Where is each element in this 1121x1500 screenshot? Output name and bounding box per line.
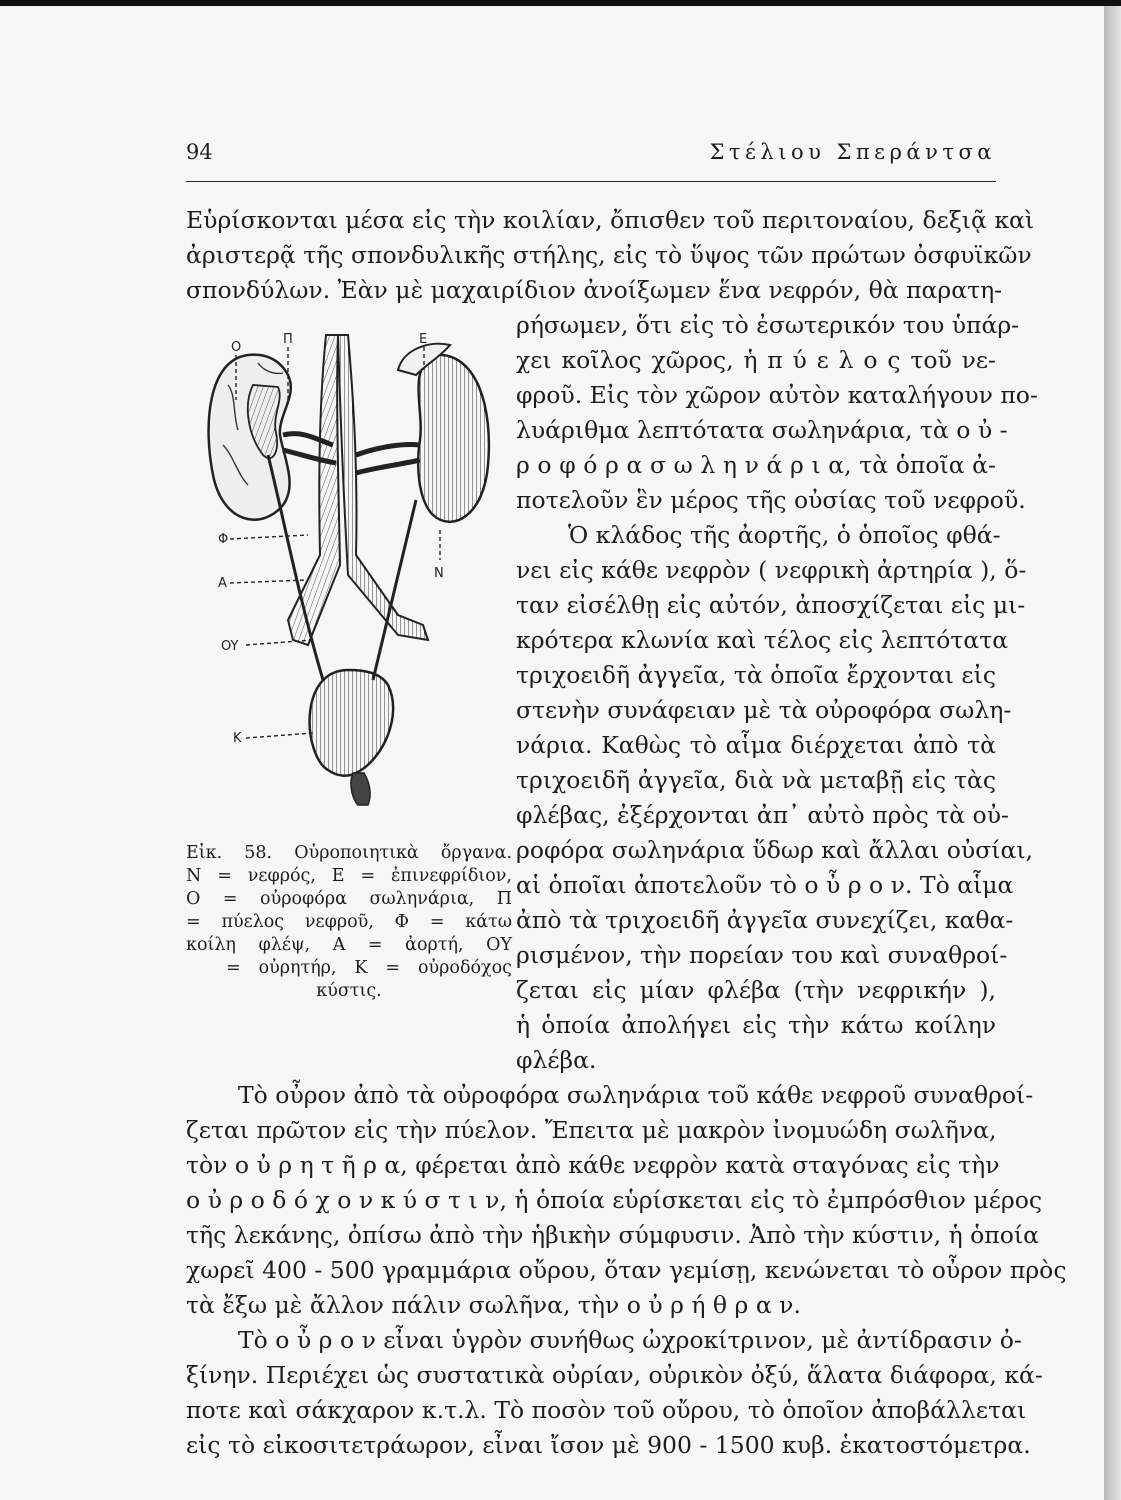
page-number: 94 (186, 140, 213, 164)
figure-label-Phi: Φ (218, 532, 229, 547)
text-line: ἡ ὁποία ἀπολήγει εἰς τὴν κάτω κοίλην (516, 1011, 996, 1039)
caption-line: Εἰκ. 58. Οὐροποιητικὰ ὄργανα. (186, 843, 512, 863)
text-line: ρισμένον, τὴν πορείαν του καὶ συναθροί- (516, 941, 1008, 969)
text-line: τὸν ο ὐ ρ η τ ῆ ρ α, φέρεται ἀπὸ κάθε νεφρὸν κατὰ σταγόνας εἰς τὴν (186, 1151, 1000, 1179)
text-line: φλέβα. (516, 1046, 597, 1074)
bladder (310, 670, 394, 776)
figure-label-E: E (419, 332, 428, 347)
text-line: στενὴν συνάφειαν μὲ τὰ οὐροφόρα σωλη- (516, 696, 1012, 724)
figure-label-OY: OY (221, 639, 239, 654)
text-line: εἰς τὸ εἰκοσιτετράωρον, εἶναι ἴσον μὲ 900 - 1500 κυβ. ἑκατοστόμετρα. (186, 1431, 1031, 1459)
text-line: φλέβας, ἐξέρχονται ἀπ᾽ αὐτὸ πρὸς τὰ οὐ- (516, 801, 1009, 829)
text-line: λυάριθμα λεπτότατα σωληνάρια, τὰ ο ὐ - (516, 416, 1008, 444)
text-line: χει κοῖλος χῶρος, ἡ π ύ ε λ ο ς τοῦ νε- (516, 346, 996, 374)
text-line: ζεται εἰς μίαν φλέβα (τὴν νεφρικήν ), (516, 976, 996, 1004)
figure-label-N: N (434, 566, 444, 581)
caption-line: = πύελος νεφροῦ, Φ = κάτω (186, 912, 512, 932)
text-line: τῆς λεκάνης, ὀπίσω ἀπὸ τὴν ἡβικὴν σύμφυσιν. Ἀπὸ τὴν κύστιν, ἡ ὁποία (186, 1221, 1039, 1249)
text-line: αἱ ὁποῖαι ἀποτελοῦν τὸ ο ὖ ρ ο ν. Τὸ αἷμα (516, 871, 1014, 899)
text-line: ταν εἰσέλθῃ εἰς αὐτόν, ἀποσχίζεται εἰς μι- (516, 591, 1026, 619)
text-line: τὰ ἔξω μὲ ἄλλον πάλιν σωλῆνα, τὴν ο ὐ ρ ή θ ρ α ν. (186, 1291, 801, 1319)
figure-label-K: K (233, 731, 242, 746)
caption-line: κοίλη φλέψ, Α = ἀορτή, ΟΥ (186, 935, 512, 955)
text-line: νάρια. Καθὼς τὸ αἷμα διέρχεται ἀπὸ τὰ (516, 731, 996, 759)
figure-label-P: Π (283, 332, 293, 347)
text-line: χωρεῖ 400 - 500 γραμμάρια οὔρου, ὅταν γεμίσῃ, κενώνεται τὸ οὖρον πρὸς (186, 1256, 1067, 1284)
header-rule (186, 181, 996, 182)
urinary-organs-figure (188, 315, 510, 845)
text-line: σπονδύλων. Ἐὰν μὲ μαχαιρίδιον ἀνοίξωμεν ἕνα νεφρόν, θὰ παρατη- (186, 276, 1003, 304)
page-header (186, 140, 996, 176)
text-line: ροφόρα σωληνάρια ὕδωρ καὶ ἄλλαι οὐσίαι, (516, 836, 1033, 864)
vena-cava (338, 335, 428, 640)
text-line: ποτε καὶ σάκχαρον κ.τ.λ. Τὸ ποσὸν τοῦ οὔρου, τὸ ὁποῖον ἀποβάλλεται (186, 1396, 1027, 1424)
aorta (288, 335, 340, 645)
caption-line: κύστις. (316, 981, 382, 1001)
text-line: ρήσωμεν, ὅτι εἰς τὸ ἐσωτερικόν του ὑπάρ- (516, 311, 1020, 339)
caption-line: = οὐρητήρ, Κ = οὐροδόχος (226, 958, 512, 978)
text-line: τριχοειδῆ ἀγγεῖα, διὰ νὰ μεταβῇ εἰς τὰς (516, 766, 996, 794)
text-line: φροῦ. Εἰς τὸν χῶρον αὐτὸν καταλήγουν πο- (516, 381, 1038, 409)
text-line: ξίνην. Περιέχει ὡς συστατικὰ οὐρίαν, οὐρικὸν ὀξύ, ἅλατα διάφορα, κά- (186, 1361, 1043, 1389)
right-kidney (418, 355, 489, 522)
text-line: νει εἰς κάθε νεφρὸν ( νεφρικὴ ἀρτηρία ), ὅ- (516, 556, 1027, 584)
text-line: Ὁ κλάδος τῆς ἀορτῆς, ὁ ὁποῖος φθά- (568, 521, 1001, 549)
text-line: ο ὐ ρ ο δ ό χ ο ν κ ύ σ τ ι ν, ἡ ὁποία εὑρίσκεται εἰς τὸ ἐμπρόσθιον μέρος (186, 1186, 1043, 1214)
figure-label-O: O (231, 340, 242, 355)
text-line: κρότερα κλωνία καὶ τέλος εἰς λεπτότατα (516, 626, 1009, 654)
text-line: ρ ο φ ό ρ α σ ω λ η ν ά ρ ι α, τὰ ὁποῖα ἀ- (516, 451, 996, 479)
caption-line: Ο = οὐροφόρα σωληνάρια, Π (186, 889, 512, 909)
text-line: τριχοειδῆ ἀγγεῖα, τὰ ὁποῖα ἔρχονται εἰς (516, 661, 996, 689)
urethra (351, 773, 370, 805)
figure-label-A: A (218, 576, 227, 591)
text-line: Εὑρίσκονται μέσα εἰς τὴν κοιλίαν, ὄπισθεν τοῦ περιτοναίου, δεξιᾷ καὶ (186, 206, 1035, 234)
text-line: ἀριστερᾷ τῆς σπονδυλικῆς στήλης, εἰς τὸ ὕψος τῶν πρώτων ὀσφυϊκῶν (186, 241, 1032, 269)
page-edge-shadow (1104, 6, 1121, 1500)
text-line: Τὸ οὖρον ἀπὸ τὰ οὐροφόρα σωληνάρια τοῦ κάθε νεφροῦ συναθροί- (238, 1081, 1034, 1109)
figure-caption (186, 842, 512, 1003)
text-line: Τὸ ο ὖ ρ ο ν εἶναι ὑγρὸν συνήθως ὠχροκίτρινον, μὲ ἀντίδρασιν ὀ- (238, 1326, 1022, 1354)
text-line: ζεται πρῶτον εἰς τὴν πύελον. Ἔπειτα μὲ μακρὸν ἰνομυώδη σωλῆνα, (186, 1116, 997, 1144)
running-head: Στέλιου Σπεράντσα (709, 140, 996, 164)
caption-line: Ν = νεφρός, Ε = ἐπινεφρίδιον, (186, 866, 512, 886)
text-line: ἀπὸ τὰ τριχοειδῆ ἀγγεῖα συνεχίζει, καθα- (516, 906, 1014, 934)
text-line: ποτελοῦν ἓν μέρος τῆς οὐσίας τοῦ νεφροῦ. (516, 486, 1026, 514)
